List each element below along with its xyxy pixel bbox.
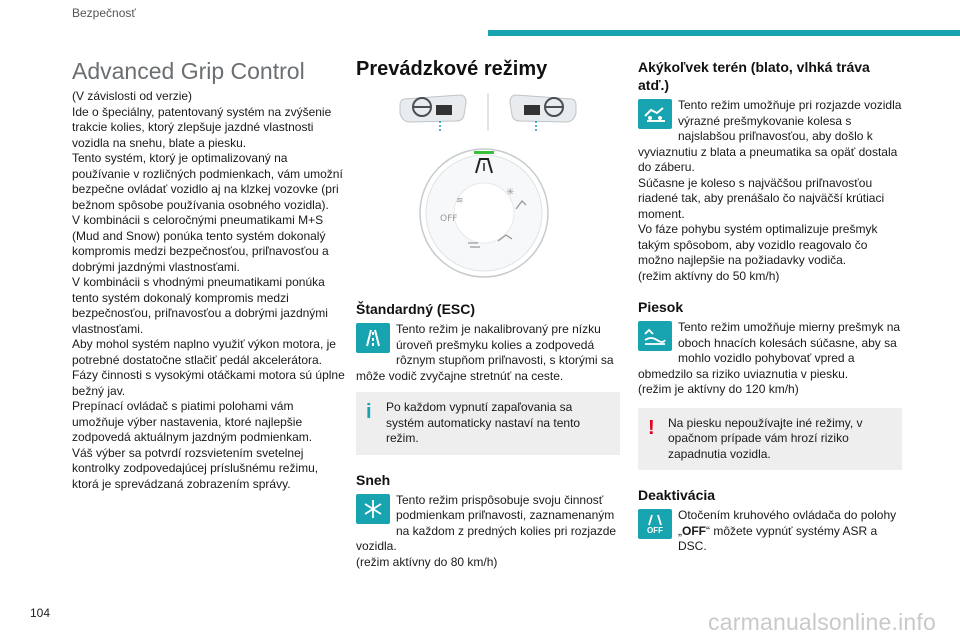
- deactivation-text-pre: Otočením kruhového ovládača do polohy „: [678, 508, 897, 538]
- deactivation-text-post: “ môžete vypnúť systémy ASR a DSC.: [678, 523, 878, 553]
- info-note: [356, 392, 620, 455]
- mode-sand-text-block: [638, 320, 902, 382]
- mode-mud-more: Súčasne je koleso s najväčšou priľnavosťou riadené tak, aby prenášalo čo najväčší krútiaci moment. Vo fáze pohybu systém optimalizuje prešmyk takým spôsobom, aby vozidlo reagovalo čo možno najlepšie na požiadavky vodiča. (režim aktívny do 50 km/h): [638, 175, 885, 283]
- warning-note-text: Na piesku nepoužívajte iné režimy, v opačnom prípade vám hrozí riziko zapadnutia vozidla.: [668, 415, 863, 461]
- deactivation: [638, 486, 902, 555]
- column-modes-continued: [638, 52, 902, 555]
- rotary-dial-icon: [420, 149, 548, 277]
- mode-sand: [638, 298, 902, 398]
- warning-note: [638, 408, 902, 471]
- snowflake-icon: [356, 494, 390, 524]
- mode-sand-heading: Piesok: [638, 299, 684, 315]
- info-icon: i: [366, 401, 372, 423]
- esc-road-icon: [356, 323, 390, 353]
- header-accent-bar: [488, 30, 960, 36]
- mode-sand-speed: (režim je aktívny do 120 km/h): [638, 382, 799, 396]
- selector-dial-diagram: [356, 91, 620, 296]
- mode-selector-illustration: [356, 91, 620, 296]
- svg-text:OFF: OFF: [440, 214, 458, 224]
- mode-snow-speed: (režim aktívny do 80 km/h): [356, 554, 498, 569]
- svg-text:✳: ✳: [506, 187, 515, 198]
- mode-esc-text: Tento režim je nakalibrovaný pre nízku úroveň prešmyku kolies a zodpovedá rôznym stupňom priľnavosti, s ktorými sa môže vodič zvyčajne stretnúť na ceste.: [356, 322, 614, 383]
- left-paddle-icon: [400, 95, 466, 131]
- mode-mud-text: Tento režim umožňuje pri rozjazde vozidla výrazné prešmykovanie kolesa s najslabšou priľnavosťou, aby došlo k vyviaznutiu z blata a pneumatika sa opäť dostala do záberu.: [638, 98, 902, 174]
- watermark: carmanualsonline.info: [708, 609, 936, 635]
- mode-esc-text-block: [356, 322, 620, 384]
- intro-body: (V závislosti od verzie) Ide o špeciálny, patentovaný systém na zvýšenie trakcie kolies, ktorý zlepšuje jazdné vlastnosti vozidla na snehu, blate a piesku. Tento systém, ktorý je optimalizovaný na používanie v rozličných podmienkach, vám umožní bezpečne ovládať vozidlo aj na klzkej vozovke (pri bežnom spôsobe používania osobného vozidla). V kombinácii s celoročnými pneumatikami M+S (Mud and Snow) ponúka tento systém dokonalý kompromis medzi bezpečnosťou, priľnavosťou a dobrými jazdnými vlastnosťami. V kombinácii s vhodnými pneumatikami ponúka tento systém dokonalý kompromis medzi bezpečnosťou, priľnavosťou a dobrými jazdnými vlastnosťami. Aby mohol systém naplno využiť výkon motora, je potrebné dostatočne stlačiť pedál akcelerátora. Fázy činnosti s vysokými otáčkami motora sú úplne bežný jav. Prepínací ovládač s piatimi polohami vám umožňuje výber nastavenia, ktoré najlepšie zodpovedá aktuálnym jazdným podmienkam. Váš výber sa potvrdí rozsvietením svetelnej kontrolky zodpovedajúcej príslušnému režimu, ktorá je sprevádzaná zobrazením správy.: [72, 89, 345, 491]
- info-note-text: Po každom vypnutí zapaľovania sa systém automaticky nastaví na tento režim.: [386, 400, 581, 445]
- mode-esc-heading: Štandardný (ESC): [356, 301, 476, 317]
- mode-esc: [356, 300, 620, 384]
- mode-sand-text: Tento režim umožňuje mierny prešmyk na oboch hnacích kolesách súčasne, aby sa mohlo vozidlo pohybovať vpred a obmedzilo sa riziko uviaznutia v piesku.: [638, 320, 901, 381]
- right-paddle-icon: [510, 95, 576, 131]
- mode-snow-text: Tento režim prispôsobuje svoju činnosť podmienkam priľnavosti, zaznamenaným na každom z predných kolies pri rozjazde vozidla.: [356, 492, 617, 553]
- column-intro: [72, 52, 348, 492]
- deactivation-text-block: [638, 508, 902, 555]
- section-title: Bezpečnosť: [72, 6, 136, 20]
- warning-exclamation-icon: !: [648, 416, 655, 439]
- mode-mud-text-block: [638, 98, 902, 176]
- page-number: 104: [30, 606, 51, 620]
- section-heading-advanced-grip: Advanced Grip Control: [72, 58, 305, 84]
- deactivation-heading: Deaktivácia: [638, 487, 716, 503]
- mud-terrain-icon: [638, 99, 672, 129]
- sand-icon: [638, 321, 672, 351]
- mode-mud: [638, 58, 902, 284]
- esc-off-icon: OFF: [638, 509, 672, 539]
- svg-text:≋: ≋: [456, 196, 464, 206]
- mode-snow: [356, 471, 620, 571]
- mode-mud-heading: Akýkoľvek terén (blato, vlhká tráva atď.): [638, 59, 870, 93]
- mode-snow-heading: Sneh: [356, 471, 391, 488]
- deactivation-off-word: OFF: [682, 523, 706, 538]
- mode-snow-text-block: [356, 493, 620, 555]
- section-heading-modes: Prevádzkové režimy: [356, 58, 548, 80]
- column-modes: [356, 52, 620, 570]
